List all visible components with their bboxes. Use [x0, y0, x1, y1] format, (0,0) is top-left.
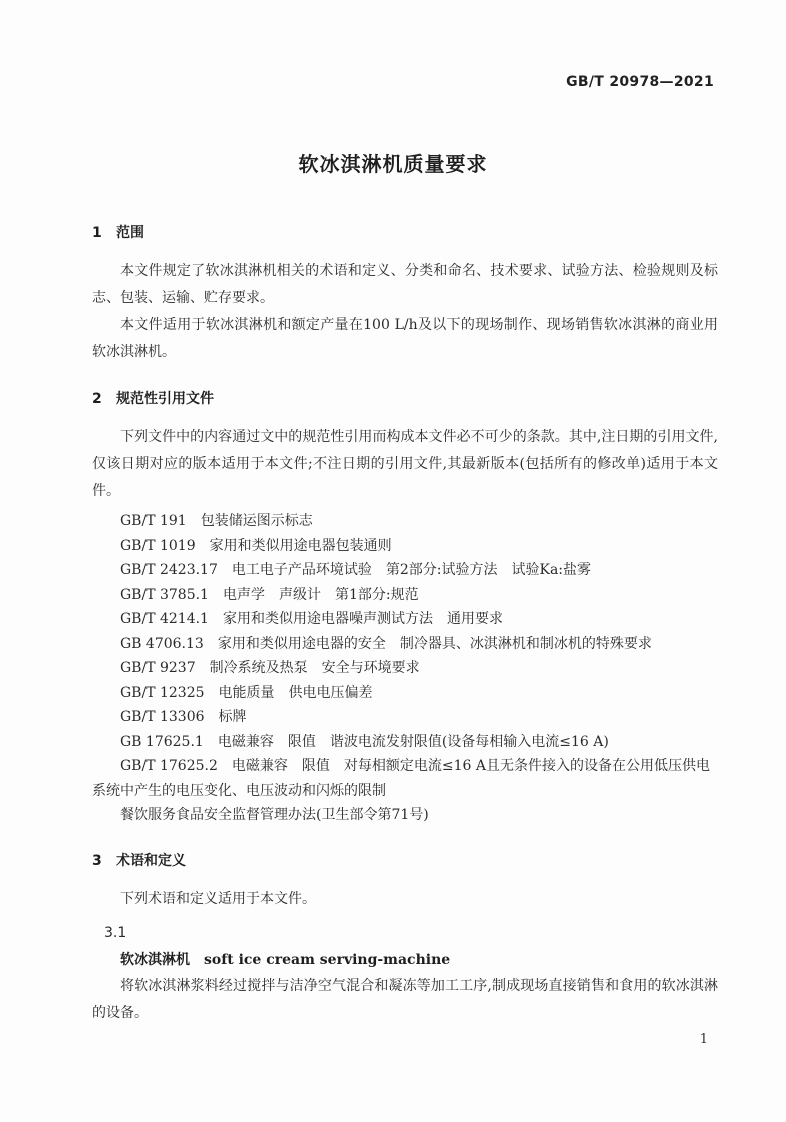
section-3-intro: 下列术语和定义适用于本文件。: [120, 890, 316, 907]
reference-item: 餐饮服务食品安全监督管理办法(卫生部令第71号): [120, 807, 429, 823]
section-1-paragraph: 本文件适用于软冰淇淋机和额定产量在100 L/h及以下的现场制作、现场销售软冰淇淋的商业用软冰淇淋机。: [92, 317, 718, 360]
standard-number: GB/T 20978—2021: [566, 74, 714, 90]
document-body: [92, 222, 718, 1027]
section-number: 1: [92, 225, 102, 241]
section-1-paragraph: 本文件规定了软冰淇淋机相关的术语和定义、分类和命名、技术要求、试验方法、检验规则及标志、包装、运输、贮存要求。: [92, 263, 718, 306]
reference-item: GB/T 3785.1 电声学 声级计 第1部分:规范: [120, 586, 419, 603]
reference-item: GB/T 13306 标牌: [120, 709, 247, 725]
reference-item: GB 17625.1 电磁兼容 限值 谐波电流发射限值(设备每相输入电流≤16 A): [120, 733, 609, 750]
section-title: 范围: [116, 225, 144, 241]
reference-item: GB/T 191 包装储运图示标志: [120, 513, 313, 529]
term-name: [92, 947, 718, 973]
reference-item: GB/T 4214.1 家用和类似用途电器噪声测试方法 通用要求: [120, 611, 503, 627]
term-name-chinese: 软冰淇淋机: [120, 951, 190, 968]
section-number: 3: [92, 852, 102, 869]
reference-item: GB 4706.13 家用和类似用途电器的安全 制冷器具、冰淇淋机和制冰机的特殊要求: [120, 635, 652, 652]
section-number: 2: [92, 391, 102, 407]
reference-item: GB/T 1019 家用和类似用途电器包装通则: [120, 537, 392, 554]
reference-item: GB/T 2423.17 电工电子产品环境试验 第2部分:试验方法 试验Ka:盐雾: [120, 562, 592, 578]
term-definition: 将软冰淇淋浆料经过搅拌与洁净空气混合和凝冻等加工工序,制成现场直接销售和食用的软冰淇淋的设备。: [92, 977, 718, 1021]
reference-item: GB/T 17625.2 电磁兼容 限值 对每相额定电流≤16 A且无条件接入的设备在公用低压供电系统中产生的电压变化、电压波动和闪烁的限制: [92, 758, 710, 799]
reference-item: GB/T 12325 电能质量 供电电压偏差: [120, 684, 373, 701]
section-title: 规范性引用文件: [116, 391, 214, 407]
page-number: 1: [699, 1032, 708, 1047]
term-name-english: soft ice cream serving-machine: [204, 951, 451, 968]
section-2-heading: [92, 388, 718, 410]
section-2-intro: 下列文件中的内容通过文中的规范性引用而构成本文件必不可少的条款。其中,注日期的引用文件,仅该日期对应的版本适用于本文件;不注日期的引用文件,其最新版本(包括所有的修改单)适用于本文件。: [92, 429, 718, 499]
reference-item: GB/T 9237 制冷系统及热泵 安全与环境要求: [120, 660, 420, 676]
section-title: 术语和定义: [116, 852, 186, 869]
document-title: 软冰淇淋机质量要求: [298, 152, 488, 176]
section-3-heading: [92, 850, 718, 872]
section-1-heading: [92, 222, 718, 244]
term-number: 3.1: [104, 924, 127, 941]
